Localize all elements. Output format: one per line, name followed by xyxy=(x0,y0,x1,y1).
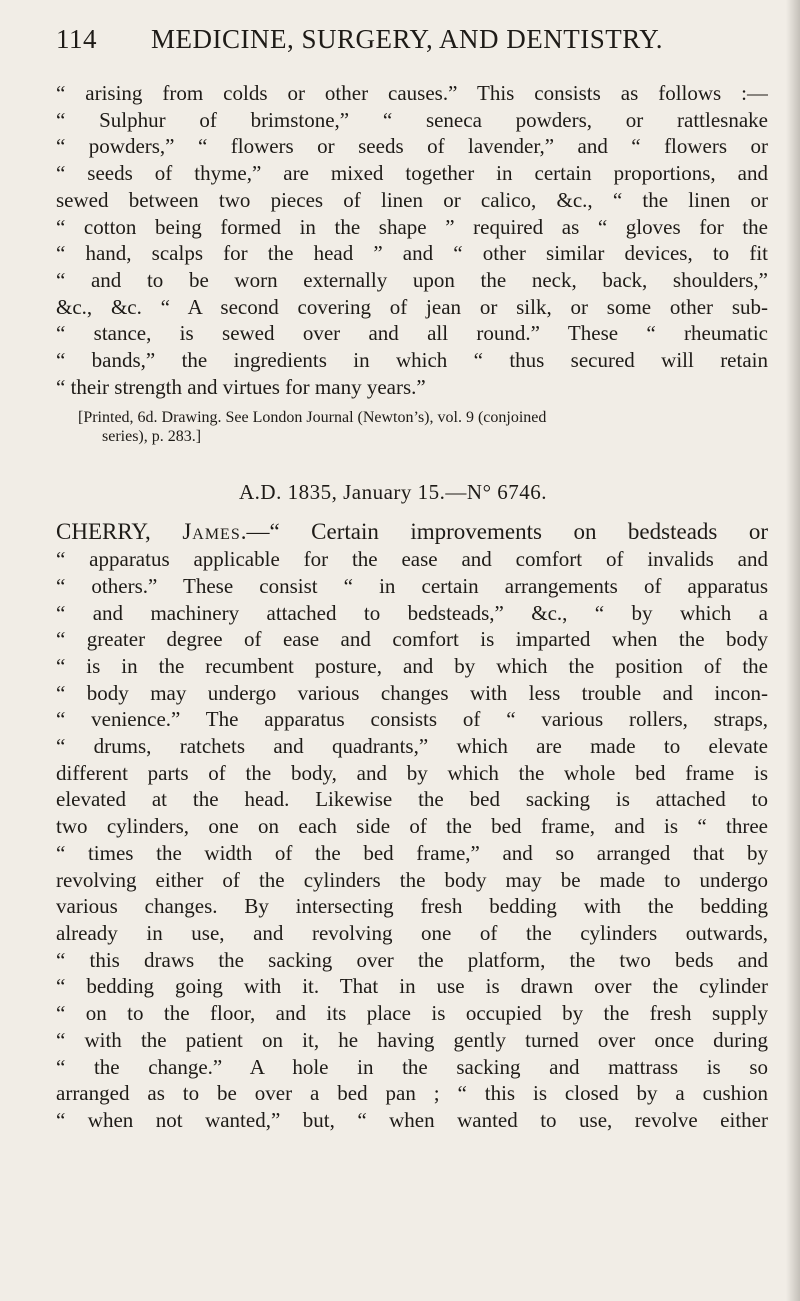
running-head xyxy=(56,24,770,70)
text-line: “ body may undergo various changes with less trouble and incon- xyxy=(56,680,768,705)
text-line: “ drums, ratchets and quadrants,” which are made to elevate xyxy=(56,734,768,759)
text-line: “ others.” These consist “ in certain arrangements of apparatus xyxy=(56,573,768,598)
text-line: “ when not wanted,” but, “ when wanted to use, revolve either xyxy=(56,1107,768,1132)
text-line: arranged as to be over a bed pan ; “ this is closed by a cushion xyxy=(56,1081,768,1106)
page-edge-shadow xyxy=(786,0,800,1301)
entry-heading: A.D. 1835, January 15.—N° 6746. xyxy=(239,480,547,505)
text-line: “ on to the floor, and its place is occupied by the fresh supply xyxy=(56,1001,768,1026)
note-line: series), p. 283.] xyxy=(102,428,202,446)
running-title: MEDICINE, SURGERY, AND DENTISTRY. xyxy=(150,24,664,54)
text-line: “ bedding going with it. That in use is drawn over the cylinder xyxy=(56,974,768,999)
text-line: “ powders,” “ flowers or seeds of lavender,” and “ flowers or xyxy=(56,134,768,159)
text-line: “ bands,” the ingredients in which “ thus secured will retain xyxy=(56,348,768,373)
text-line: “ venience.” The apparatus consists of “ various rollers, straps, xyxy=(56,707,768,732)
entry-forename: James xyxy=(182,519,241,545)
entry-first-line xyxy=(56,519,768,546)
text-line: “ apparatus applicable for the ease and comfort of invalids and xyxy=(56,547,768,572)
text-line: various changes. By intersecting fresh bedding with the bedding xyxy=(56,894,768,919)
text-line: “ the change.” A hole in the sacking and mattrass is so xyxy=(56,1054,768,1079)
text-line: &c., &c. “ A second covering of jean or silk, or some other sub- xyxy=(56,294,768,319)
text-line: already in use, and revolving one of the cylinders outwards, xyxy=(56,920,768,945)
text-line: “ times the width of the bed frame,” and so arranged that by xyxy=(56,840,768,865)
text-line: “ Sulphur of brimstone,” “ seneca powders, or rattlesnake xyxy=(56,107,768,132)
continued-paragraph xyxy=(56,80,770,400)
text-line: “ greater degree of ease and comfort is imparted when the body xyxy=(56,627,768,652)
text-line: “ hand, scalps for the head ” and “ other similar devices, to fit xyxy=(56,241,768,266)
text-line: elevated at the head. Likewise the bed sacking is attached to xyxy=(56,787,768,812)
text-line: sewed between two pieces of linen or calico, &c., “ the linen or xyxy=(56,187,768,212)
text-line: “ cotton being formed in the shape ” required as “ gloves for the xyxy=(56,214,768,239)
note-line: [Printed, 6d. Drawing. See London Journal (Newton’s), vol. 9 (conjoined xyxy=(78,409,547,427)
text-line: “ arising from colds or other causes.” This consists as follows :— xyxy=(56,81,768,105)
text-line: “ with the patient on it, he having gently turned over once during xyxy=(56,1027,768,1052)
text-line: “ and to be worn externally upon the neck, back, shoulders,” xyxy=(56,267,768,292)
page-number: 114 xyxy=(56,24,97,54)
entry-paragraph xyxy=(56,519,770,1133)
text-line: “ is in the recumbent posture, and by which the position of the xyxy=(56,653,768,678)
printing-note xyxy=(56,408,770,446)
text-line: “ their strength and virtues for many years.” xyxy=(56,374,426,399)
text-line: different parts of the body, and by which the whole bed frame is xyxy=(56,760,768,785)
text-line: “ seeds of thyme,” are mixed together in certain proportions, and xyxy=(56,161,768,186)
text-line: two cylinders, one on each side of the bed frame, and is “ three xyxy=(56,814,768,839)
text-line: “ and machinery attached to bedsteads,” &c., “ by which a xyxy=(56,600,768,625)
text-line: revolving either of the cylinders the body may be made to undergo xyxy=(56,867,768,892)
text-line: “ this draws the sacking over the platform, the two beds and xyxy=(56,947,768,972)
entry-surname: CHERRY, xyxy=(56,519,151,545)
entry-first-line-text: .—“ Certain improvements on bedsteads or xyxy=(240,519,768,545)
text-line: “ stance, is sewed over and all round.” These “ rheumatic xyxy=(56,321,768,346)
